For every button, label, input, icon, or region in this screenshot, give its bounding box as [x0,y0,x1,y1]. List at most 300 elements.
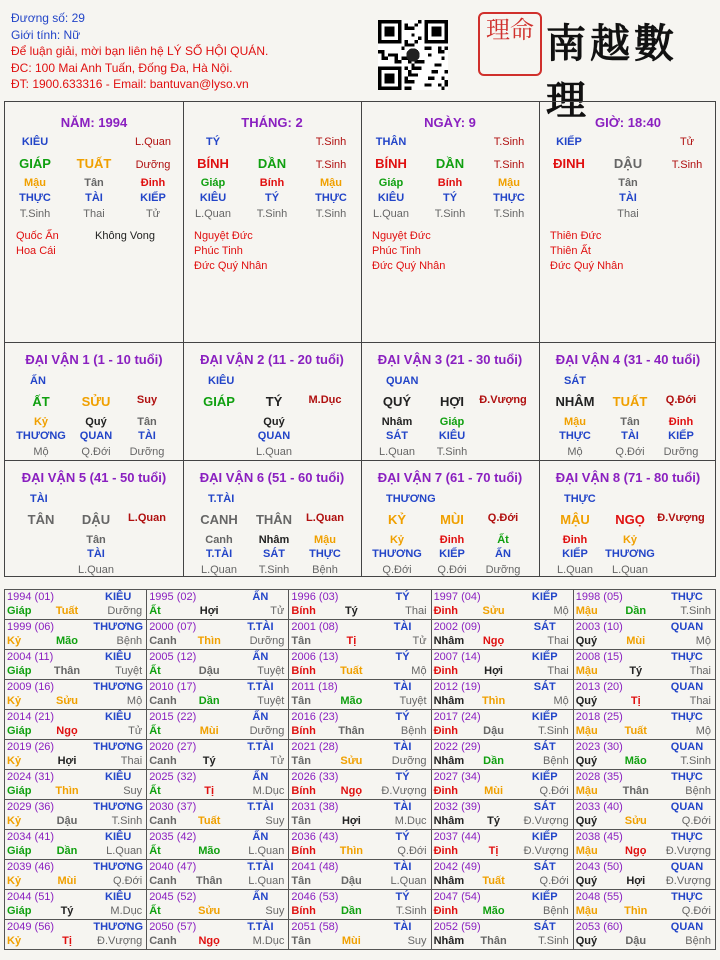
star-label: Đức Quý Nhân [372,260,446,272]
year-branch: Mùi [341,935,361,947]
year-stem: Ất [149,725,161,737]
year-cell [147,920,289,950]
stem-cell: DẦN [435,156,465,171]
hid2-cell: THỰC [493,192,525,204]
year-phase: Mộ [411,665,427,677]
star-label: Nguyệt Đức [372,230,431,242]
dai-van-8 [539,460,717,578]
dai-van-stem: KỶ [387,512,407,527]
year-branch: Dậu [340,875,362,887]
h1-cell: Đinh [439,534,465,546]
pillar-title: NĂM: 1994 [60,115,128,130]
year-god: KIÊU [105,711,132,723]
year-branch: Hợi [57,755,77,767]
year-label: 2006 (13) [291,651,339,663]
year-row [5,650,716,680]
year-row [5,740,716,770]
year-cell [431,830,573,860]
year-cell [147,830,289,860]
year-cell [5,590,147,620]
h2-cell: SÁT [386,430,408,442]
year-branch: Thân [196,875,223,887]
dai-van-4 [539,342,717,460]
top-cell: KIẾP [556,136,582,148]
year-label: 2024 (31) [7,771,55,783]
year-branch: Tý [487,815,500,827]
year-branch: Tị [630,695,641,707]
year-label: 2016 (23) [291,711,339,723]
year-label: 2027 (34) [433,771,481,783]
hid3-cell: Thai [83,208,105,220]
year-branch: Mão [482,905,505,917]
year-label: 2030 (37) [149,801,197,813]
year-branch: Thân [480,935,507,947]
year-branch: Ngọ [482,635,505,647]
year-god: SÁT [533,621,556,633]
year-god: QUAN [670,621,704,633]
year-label: 1999 (06) [7,621,55,633]
h2-cell: TÀI [87,548,105,560]
year-label: 1996 (03) [291,591,339,603]
year-branch: Tý [202,755,216,767]
year-label: 2007 (14) [433,651,481,663]
stem-cell: DẦN [257,156,287,171]
year-stem: Mậu [575,845,598,857]
h3-cell: Q.Đới [437,564,467,576]
dai-van-stem: NHÂM [555,394,595,409]
year-phase: Thai [405,605,427,617]
year-god: TÀI [393,921,412,933]
hid2-cell: TÀI [85,192,103,204]
h3-cell: L.Quan [255,446,293,458]
year-cell [573,710,715,740]
pillar-title: THÁNG: 2 [241,115,303,130]
year-branch: Dậu [483,725,504,737]
year-label: 2025 (32) [149,771,197,783]
seal-stamp: 理命 [478,12,542,76]
dai-van-stem: L.Quan [306,512,344,524]
year-phase: Đ.Vượng [523,845,569,857]
year-stem: Tân [291,935,311,947]
year-label: 2042 (49) [433,861,481,873]
header-line: ĐT: 1900.633316 - Email: bantuvan@lyso.vn [11,77,249,91]
year-stem: Nhâm [433,875,465,887]
year-cell [5,770,147,800]
dai-van-5 [5,460,183,578]
hid2-cell: KIẾP [140,192,166,204]
year-stem: Mậu [575,725,598,737]
year-phase: Bệnh [116,635,143,647]
year-phase: T.Sinh [680,755,711,767]
star-label: Đức Quý Nhân [550,260,624,272]
h3-cell: Q.Đới [81,446,111,458]
year-branch: Thân [53,665,81,677]
year-phase: Đ.Vượng [381,785,427,797]
year-branch: Thìn [55,785,79,797]
year-stem: Giáp [7,725,32,737]
dai-van-stem: QUÝ [382,394,412,409]
year-cell [431,650,573,680]
year-cell [573,620,715,650]
dai-van-7 [361,460,539,578]
year-branch: Hợi [484,665,503,677]
dai-van-stem: TÝ [265,394,283,409]
year-stem: Nhâm [433,935,465,947]
hid2-cell: KIÊU [199,192,227,204]
header-line: Đương số: 29 [11,11,85,25]
year-god: KIẾP [531,831,558,843]
year-label: 1998 (05) [575,591,623,603]
year-row [5,770,716,800]
year-god: TÝ [395,771,410,783]
hid3-cell: T.Sinh [434,208,466,220]
h2-cell: KIẾP [668,430,694,442]
year-cell [289,770,431,800]
year-god: THƯƠNG [93,741,144,753]
year-branch: Thìn [624,905,648,917]
year-stem: Kỷ [7,755,22,767]
year-phase: Suy [407,935,427,947]
year-row [5,860,716,890]
dai-van-stem: ẤT [32,394,50,409]
h2-cell: THƯƠNG [372,548,422,560]
year-phase: Thai [547,665,569,677]
star-label: Quốc Ấn [16,230,59,242]
hid1-cell: Tân [84,177,104,189]
year-label: 2021 (28) [291,741,339,753]
h1-cell: Quý [85,416,107,428]
year-phase: Tử [270,755,285,767]
year-cell [431,770,573,800]
year-god: KIẾP [531,591,558,603]
year-god: KIẾP [531,651,558,663]
hid1-cell: Mậu [320,177,342,189]
year-phase: Tử [128,725,143,737]
year-branch: Thìn [197,635,221,647]
year-label: 2036 (43) [291,831,339,843]
h1-cell: Nhâm [381,416,413,428]
year-god: SÁT [533,921,556,933]
year-phase: Suy [123,785,143,797]
year-phase: Thai [689,665,711,677]
hid2-cell: THỰC [315,192,347,204]
year-cell [147,650,289,680]
year-god: THƯƠNG [93,621,144,633]
year-cell [147,620,289,650]
year-label: 2038 (45) [575,831,623,843]
year-branch: Sửu [55,695,79,707]
year-branch: Thân [338,725,365,737]
year-branch: Tị [346,635,357,647]
pillar-title: GIỜ: 18:40 [594,115,661,130]
year-god: ẤN [252,891,269,903]
year-stem: Canh [149,755,177,767]
dai-van-stem: L.Quan [128,512,166,524]
year-branch: Sửu [482,605,505,617]
top-cell: L.Quan [134,136,172,148]
year-label: 2040 (47) [149,861,197,873]
year-phase: Tuyệt [257,695,285,707]
top-cell: KIÊU [21,136,49,148]
top-cell: T.Sinh [493,136,525,148]
stem-cell: BÍNH [375,156,407,171]
year-phase: Tuyệt [115,665,143,677]
year-stem: Nhâm [433,815,465,827]
year-cell [431,620,573,650]
hid3-cell: Tử [145,208,161,220]
year-god: TÝ [395,651,410,663]
year-cell [289,830,431,860]
h3-cell: L.Quan [200,564,238,576]
year-cell [5,860,147,890]
hid2-cell: TÝ [442,192,458,204]
year-cell [573,650,715,680]
year-label: 2029 (36) [7,801,55,813]
year-label: 1995 (02) [149,591,197,603]
year-cell [289,650,431,680]
header-line: Giới tính: Nữ [11,27,81,42]
year-label: 2017 (24) [433,711,481,723]
star-label: Đức Quý Nhân [194,260,268,272]
year-branch: Dần [625,605,647,617]
year-branch: Hợi [199,605,219,617]
year-cell [289,860,431,890]
year-phase: Thai [547,635,569,647]
year-cell [431,590,573,620]
year-branch: Sửu [198,905,221,917]
year-stem: Giáp [7,905,32,917]
dai-van-title: ĐẠI VẬN 5 (41 - 50 tuổi) [21,470,167,485]
year-phase: Mộ [695,725,711,737]
year-label: 2022 (29) [433,741,481,753]
year-phase: Q.Đới [112,875,143,887]
dai-van-3 [361,342,539,460]
year-cell [289,740,431,770]
dai-van-stem: NGỌ [615,512,645,527]
year-phase: Đ.Vượng [665,875,711,887]
year-cell [147,680,289,710]
year-god: THỰC [671,831,703,843]
year-label: 1994 (01) [7,591,55,603]
year-stem: Đinh [433,905,459,917]
stem-cell: TUẤT [76,156,112,171]
dai-van-2 [183,342,361,460]
year-branch: Tị [62,935,72,947]
h3-cell: L.Quan [611,564,649,576]
year-phase: Dưỡng [249,725,285,737]
year-god: ẤN [252,591,269,603]
dai-van-god: THỰC [564,493,596,505]
year-god: THỰC [671,591,703,603]
year-stem: Quý [575,635,598,647]
year-label: 2013 (20) [575,681,623,693]
h2-cell: KIÊU [438,430,466,442]
year-cell [5,800,147,830]
year-label: 2009 (16) [7,681,55,693]
year-cell [147,800,289,830]
year-cell [573,920,715,950]
year-god: ẤN [252,651,269,663]
year-stem: Ất [149,845,161,857]
year-label: 2001 (08) [291,621,339,633]
year-god: KIÊU [105,771,132,783]
year-phase: L.Quan [106,845,143,857]
dai-van-stem: Suy [136,394,158,406]
stem-cell: T.Sinh [671,159,703,171]
year-god: SÁT [533,741,556,753]
year-stem: Canh [149,635,177,647]
stem-cell: DẬU [613,156,643,171]
year-cell [289,590,431,620]
year-branch: Mão [340,695,363,707]
year-phase: M.Dục [110,905,143,917]
year-stem: Canh [149,695,177,707]
year-phase: L.Quan [248,845,285,857]
year-god: QUAN [670,681,704,693]
year-stem: Ất [149,905,161,917]
year-row [5,800,716,830]
stem-cell: GIÁP [19,156,51,171]
year-cell [431,710,573,740]
hid1-cell: Mậu [24,177,46,189]
star-label: Phúc Tinh [194,245,243,257]
year-phase: Q.Đới [397,845,427,857]
dai-van-stem: THÂN [255,512,293,527]
year-phase: Dưỡng [249,635,285,647]
year-phase: T.Sinh [538,935,569,947]
dai-van-stem: DẬU [81,512,111,527]
year-phase: Dưỡng [107,605,143,617]
year-branch: Tuất [197,815,221,827]
year-stem: Kỷ [7,635,22,647]
hid2-cell: KIÊU [377,192,405,204]
year-stem: Giáp [7,785,32,797]
h2-cell: KIẾP [562,548,588,560]
year-label: 2005 (12) [149,651,197,663]
year-phase: M.Dục [252,785,285,797]
year-stem: Giáp [7,605,32,617]
dai-van-stem: M.Dục [308,394,342,406]
h3-cell: L.Quan [556,564,594,576]
year-branch: Tị [204,785,215,797]
h2-cell: THƯƠNG [605,548,655,560]
year-stem: Đinh [433,785,459,797]
year-phase: T.Sinh [538,725,569,737]
year-branch: Hợi [626,875,646,887]
h2-cell: TÀI [621,430,639,442]
year-branch: Dần [198,695,220,707]
year-phase: Thai [120,755,143,767]
hid1-cell: Giáp [378,177,404,189]
year-god: TÝ [395,831,410,843]
h1-cell: Đinh [668,416,694,428]
year-phase: Mộ [126,695,143,707]
year-table [4,589,716,950]
hid3-cell: T.Sinh [315,208,347,220]
year-branch: Mùi [199,725,219,737]
h1-cell: Mậu [564,416,586,428]
year-god: ẤN [252,711,269,723]
year-branch: Mão [56,635,78,647]
pillar-title: NGÀY: 9 [424,115,476,130]
year-phase: Tử [412,635,427,647]
year-god: THỰC [671,651,703,663]
year-stem: Tân [291,815,311,827]
stem-cell: T.Sinh [315,159,347,171]
year-stem: Bính [291,905,316,917]
year-label: 2000 (07) [149,621,197,633]
hid3-cell: T.Sinh [19,208,51,220]
year-label: 2052 (59) [433,921,481,933]
hid3-cell: T.Sinh [493,208,525,220]
dai-van-stem: MẬU [560,512,590,527]
year-phase: Bệnh [400,725,427,737]
year-branch: Dần [483,755,504,767]
h1-cell: Kỷ [33,416,49,428]
year-phase: T.Sinh [395,905,427,917]
stem-cell: T.Sinh [493,159,525,171]
hid2-cell: TÀI [619,192,637,204]
year-cell [573,680,715,710]
year-branch: Tuất [624,725,647,737]
year-branch: Mão [198,845,221,857]
star-label: Hoa Cái [16,245,56,257]
year-god: SÁT [533,681,556,693]
year-stem: Canh [149,875,177,887]
year-cell [289,620,431,650]
year-stem: Nhâm [433,755,465,767]
year-god: SÁT [533,801,556,813]
dai-van-stem: CANH [200,512,238,527]
dai-van-title: ĐẠI VẬN 6 (51 - 60 tuổi) [199,470,345,485]
year-stem: Ất [149,785,161,797]
year-phase: Dưỡng [391,755,427,767]
year-cell [147,770,289,800]
year-row [5,680,716,710]
year-stem: Mậu [575,665,598,677]
year-god: TÀI [393,681,412,693]
h2-cell: ẤN [495,548,511,560]
h1-cell: Tân [137,416,157,428]
year-label: 1997 (04) [433,591,481,603]
year-stem: Kỷ [7,695,22,707]
year-cell [431,680,573,710]
h2-cell: SÁT [263,548,285,560]
year-label: 2037 (44) [433,831,481,843]
year-label: 2011 (18) [291,681,338,693]
h1-cell: Ất [497,534,509,546]
year-row [5,920,716,950]
dai-van-stem: SỬU [81,394,111,409]
year-god: THỰC [671,891,703,903]
year-god: TÀI [393,801,412,813]
year-label: 2028 (35) [575,771,623,783]
dai-van-god: KIÊU [208,375,235,387]
year-god: T.TÀI [247,681,274,693]
year-cell [5,740,147,770]
dai-van-6 [183,460,361,578]
h2-cell: KIẾP [439,548,465,560]
qr-code-icon [378,20,448,90]
year-stem: Ất [149,605,161,617]
hid3-cell: T.Sinh [256,208,288,220]
year-cell [5,920,147,950]
star-label: Không Vong [95,230,155,242]
header-line: Để luận giải, mời bạn liên hệ LÝ SỐ HỘI QUÁN. [11,44,269,58]
year-label: 2012 (19) [433,681,481,693]
hid1-cell: Mậu [498,177,520,189]
year-phase: L.Quan [390,875,427,887]
